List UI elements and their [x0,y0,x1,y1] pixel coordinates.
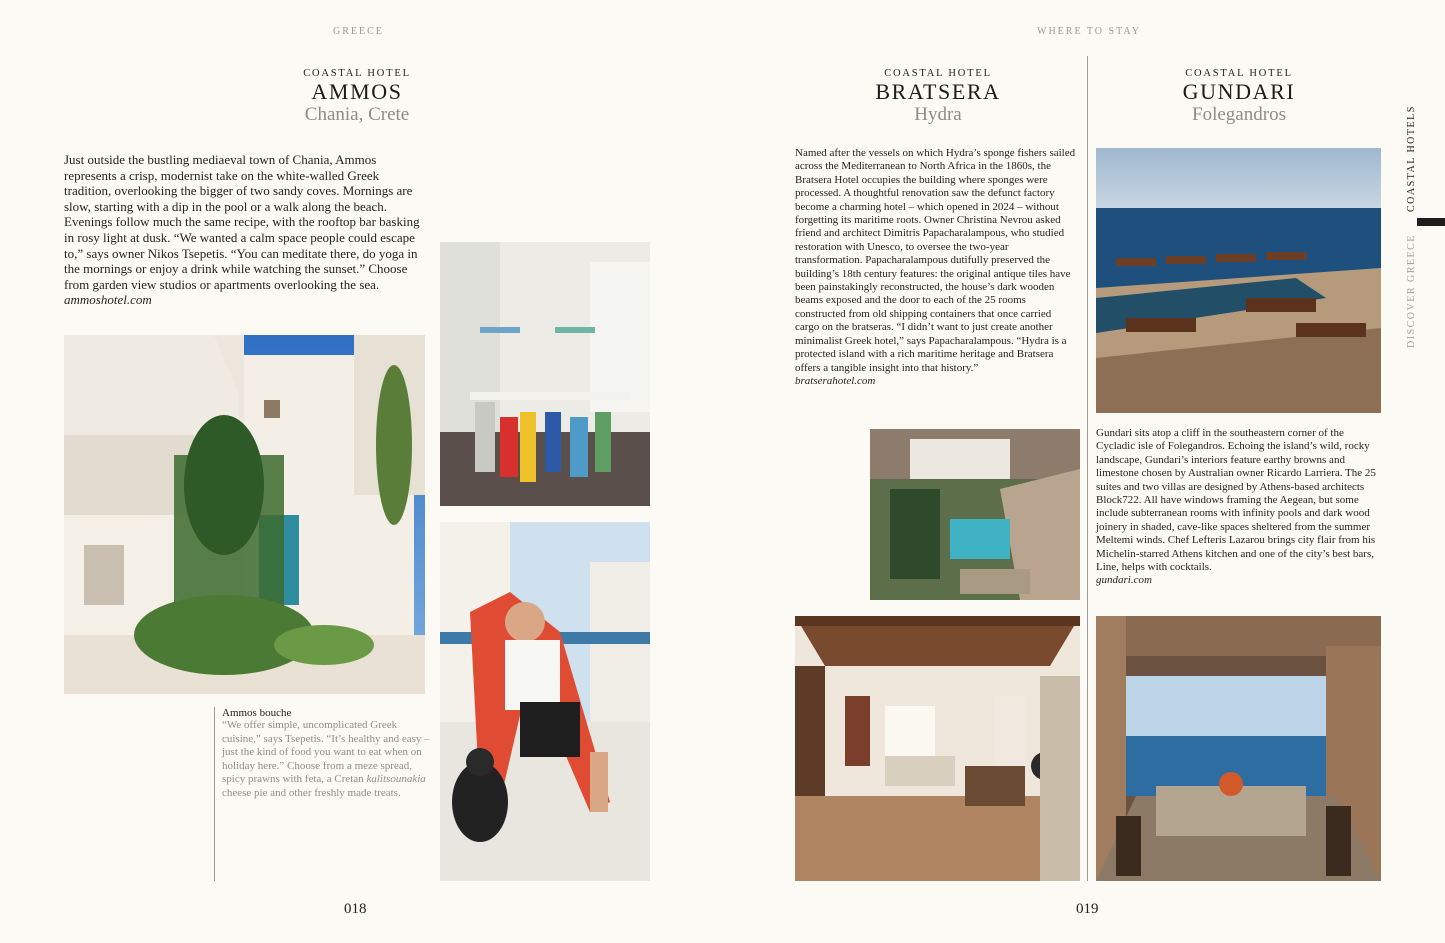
gundari-url[interactable]: gundari.com [1096,574,1152,587]
ammos-sidebar-text-a: “We offer simple, uncomplicated Greek cuisine,” says Tsepetis. “It’s healthy and easy – just the kind of food you want to eat when on holiday here.” Choose from a meze spread, spicy prawns with feta, a Cretan [222,719,430,785]
side-tab-marker [1417,218,1445,226]
bratsera-location: Hydra [914,104,962,125]
bratsera-url[interactable]: bratserahotel.com [795,374,876,387]
right-folio: 019 [1076,901,1099,917]
side-tab-inactive[interactable]: DISCOVER GREECE [1406,234,1417,348]
ammos-owner-photo [440,522,650,881]
ammos-sidebar-text-b: cheese pie and other freshly made treats. [222,786,401,799]
bratsera-body-text: Named after the vessels on which Hydra’s sponge fishers sailed across the Mediterranean to North Africa in the 1860s, the Bratsera Hotel occupies the building where sponges were processed. A thoughtful renovation saw the defunct factory become a charming hotel – which opened in 2024 – without forgetting its maritime roots. Owner Christina Nevrou asked friend and architect Dimitris Papacharalampous, who studied restoration with Unesco, to oversee the two-year transformation. Papacharalampous dutifully preserved the building’s 18th century features: the original antique tiles have been painstakingly reconstructed, the house’s dark wooden beams exposed and the door to each of the 25 rooms constructed from old shipping containers that once carried cargo on the bratseras. “I didn’t want to just create another minimalist Greek hotel,” says Papacharalampous. “Hydra is a protected island with a rich maritime heritage and Bratsera offers a tangible insight into that history.” [795,147,1076,374]
bratsera-aerial-photo [870,429,1080,600]
left-folio: 018 [344,901,367,917]
gundari-location: Folegandros [1192,104,1286,125]
ammos-sidebar-title: Ammos bouche [222,707,292,719]
ammos-exterior-photo [64,335,425,694]
ammos-sidebar-italic: kalitsounakia [366,773,426,785]
column-divider [1087,56,1088,881]
bratsera-name: BRATSERA [875,79,1001,104]
side-tab-active[interactable]: COASTAL HOTELS [1406,105,1417,212]
gundari-body [1096,427,1381,588]
right-running-head: WHERE TO STAY [1037,26,1141,37]
ammos-kicker: COASTAL HOTEL [303,68,411,79]
gundari-name: GUNDARI [1182,79,1296,104]
ammos-location: Chania, Crete [304,104,410,125]
bratsera-kicker: COASTAL HOTEL [884,68,992,79]
ammos-sidebar [222,707,432,800]
ammos-interior-photo [440,242,650,506]
ammos-sidebar-text [222,719,432,800]
bratsera-interior-photo [795,616,1080,881]
ammos-body-text: Just outside the bustling mediaeval town of Chania, Ammos represents a crisp, modernist take on the white-walled Greek tradition, overlooking the bigger of two sandy coves. Mornings are slow, starting with a dip in the pool or a walk along the beach. Evenings follow much the same recipe, with the rooftop bar basking in rosy light at dusk. “We wanted a calm space people could escape to,” says owner Nikos Tsepetis. “You can meditate there, do yoga in the mornings or enjoy a drink while watching the sunset.” Choose from garden view studios or apartments overlooking the sea. [64,152,420,292]
ammos-sidebar-rule [214,707,215,881]
gundari-dining-photo [1096,616,1381,881]
gundari-pool-photo [1096,148,1381,413]
gundari-body-text: Gundari sits atop a cliff in the southeastern corner of the Cycladic isle of Folegandros. Echoing the island’s wild, rocky landscape, Gundari’s interiors feature earthy browns and limestone chosen by Australian owner Ricardo Larriera. The 25 suites and two villas are designed by Athens-based architects Block722. All have windows framing the Aegean, but some include subterranean rooms with infinity pools and dark wood joinery in shaded, cave-like spaces sheltered from the summer Meltemi winds. Chef Lefteris Lazarou brings city flair from his Michelin-starred Athens kitchen and one of the city’s best bars, Line, helps with cocktails. [1096,427,1376,574]
ammos-body [64,152,425,308]
ammos-url[interactable]: ammoshotel.com [64,292,152,308]
left-running-head: GREECE [333,26,384,37]
gundari-kicker: COASTAL HOTEL [1185,68,1293,79]
ammos-name: AMMOS [311,79,403,104]
bratsera-body [795,147,1077,388]
